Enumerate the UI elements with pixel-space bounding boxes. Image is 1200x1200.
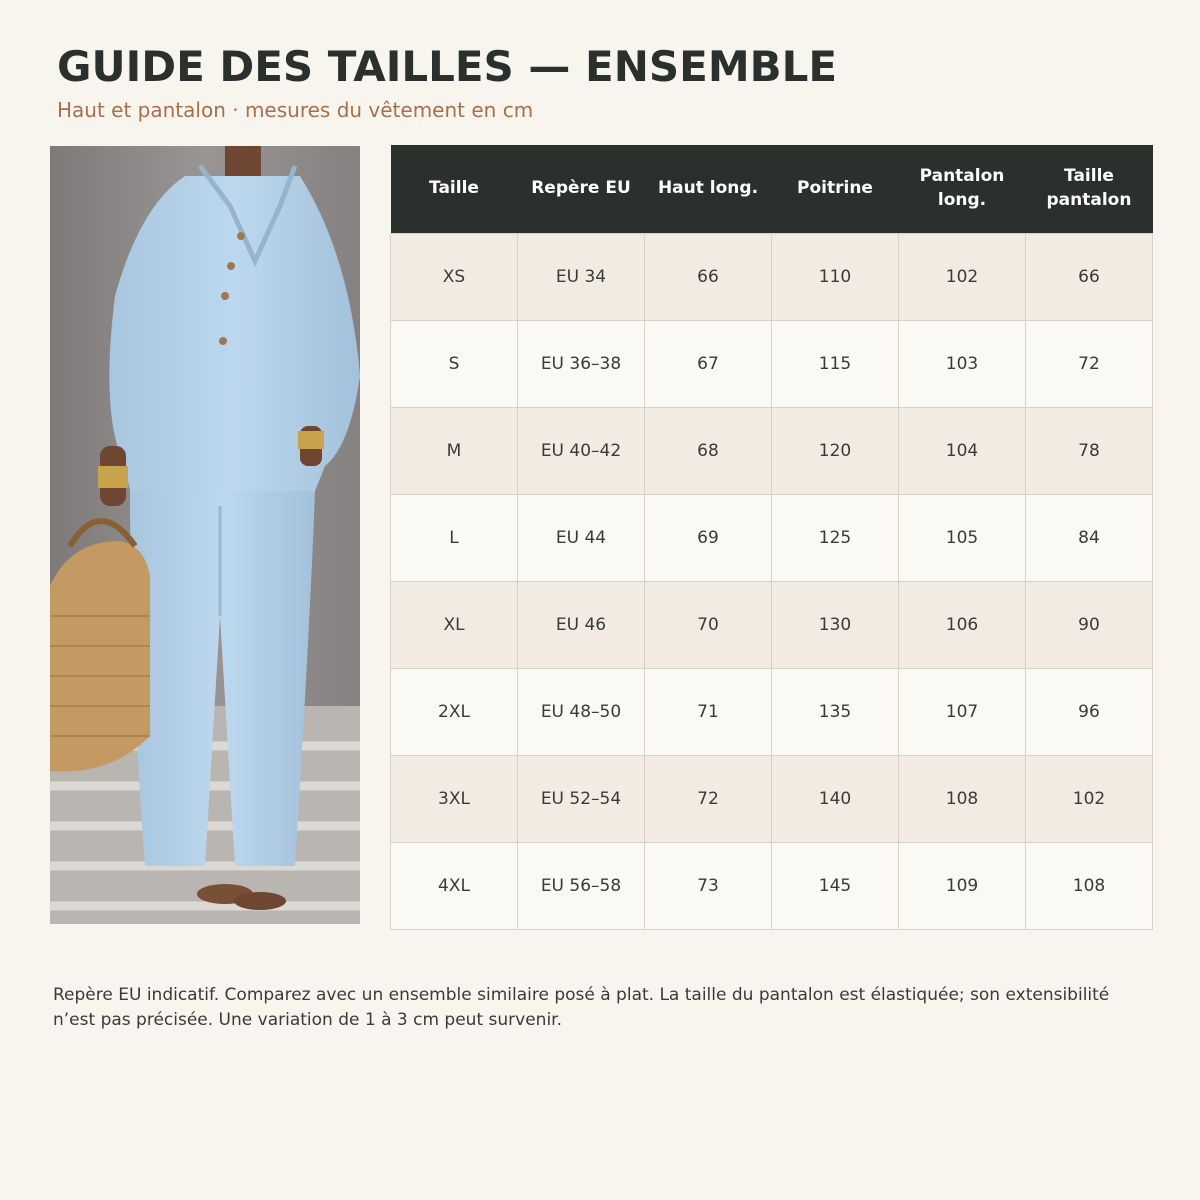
col-header-taille-pantalon: Taille pantalon (1026, 145, 1153, 234)
col-header-poitrine: Poitrine (772, 145, 899, 234)
cell-top-length: 73 (645, 843, 772, 930)
cell-eu: EU 34 (518, 234, 645, 321)
table-row (391, 756, 1153, 843)
table-row (391, 582, 1153, 669)
col-header-taille: Taille (391, 145, 518, 234)
cell-size: S (391, 321, 518, 408)
footnote: Repère EU indicatif. Comparez avec un ensemble similaire posé à plat. La taille du pantalon est élastiquée; son extensibilité n’est pas précisée. Une variation de 1 à 3 cm peut survenir. (53, 985, 1110, 1030)
cell-size: L (391, 495, 518, 582)
cell-top-length: 67 (645, 321, 772, 408)
cell-pants-waist: 90 (1026, 582, 1153, 669)
cell-top-length: 71 (645, 669, 772, 756)
cell-eu: EU 48–50 (518, 669, 645, 756)
cell-pants-waist: 108 (1026, 843, 1153, 930)
cell-eu: EU 56–58 (518, 843, 645, 930)
cell-eu: EU 36–38 (518, 321, 645, 408)
cell-chest: 125 (772, 495, 899, 582)
cell-pants-length: 103 (899, 321, 1026, 408)
cell-chest: 145 (772, 843, 899, 930)
cell-chest: 110 (772, 234, 899, 321)
cell-chest: 120 (772, 408, 899, 495)
product-photo (50, 146, 360, 924)
cell-pants-length: 106 (899, 582, 1026, 669)
cell-pants-waist: 96 (1026, 669, 1153, 756)
cell-top-length: 66 (645, 234, 772, 321)
cell-pants-waist: 78 (1026, 408, 1153, 495)
table-row (391, 495, 1153, 582)
cell-pants-waist: 102 (1026, 756, 1153, 843)
cell-eu: EU 52–54 (518, 756, 645, 843)
cell-top-length: 70 (645, 582, 772, 669)
cell-top-length: 69 (645, 495, 772, 582)
col-header-repere-eu: Repère EU (518, 145, 645, 234)
col-header-haut-long: Haut long. (645, 145, 772, 234)
col-header-pantalon-long: Pantalon long. (899, 145, 1026, 234)
cell-chest: 135 (772, 669, 899, 756)
cell-top-length: 68 (645, 408, 772, 495)
size-table (390, 145, 1153, 930)
page-subtitle: Haut et pantalon · mesures du vêtement en cm (57, 98, 534, 122)
cell-size: 3XL (391, 756, 518, 843)
table-row (391, 234, 1153, 321)
cell-pants-waist: 84 (1026, 495, 1153, 582)
cell-eu: EU 44 (518, 495, 645, 582)
page-title: GUIDE DES TAILLES — ENSEMBLE (57, 42, 838, 91)
cell-size: 4XL (391, 843, 518, 930)
cell-eu: EU 46 (518, 582, 645, 669)
cell-pants-length: 105 (899, 495, 1026, 582)
cell-size: 2XL (391, 669, 518, 756)
table-row (391, 669, 1153, 756)
cell-pants-length: 109 (899, 843, 1026, 930)
cell-pants-length: 108 (899, 756, 1026, 843)
cell-pants-length: 102 (899, 234, 1026, 321)
cell-pants-length: 104 (899, 408, 1026, 495)
table-header-row (391, 145, 1153, 234)
cell-size: M (391, 408, 518, 495)
cell-top-length: 72 (645, 756, 772, 843)
table-row (391, 321, 1153, 408)
cell-size: XL (391, 582, 518, 669)
cell-pants-waist: 66 (1026, 234, 1153, 321)
table-row (391, 408, 1153, 495)
cell-chest: 140 (772, 756, 899, 843)
cell-chest: 130 (772, 582, 899, 669)
cell-pants-length: 107 (899, 669, 1026, 756)
cell-chest: 115 (772, 321, 899, 408)
cell-pants-waist: 72 (1026, 321, 1153, 408)
table-row (391, 843, 1153, 930)
cell-size: XS (391, 234, 518, 321)
cell-eu: EU 40–42 (518, 408, 645, 495)
